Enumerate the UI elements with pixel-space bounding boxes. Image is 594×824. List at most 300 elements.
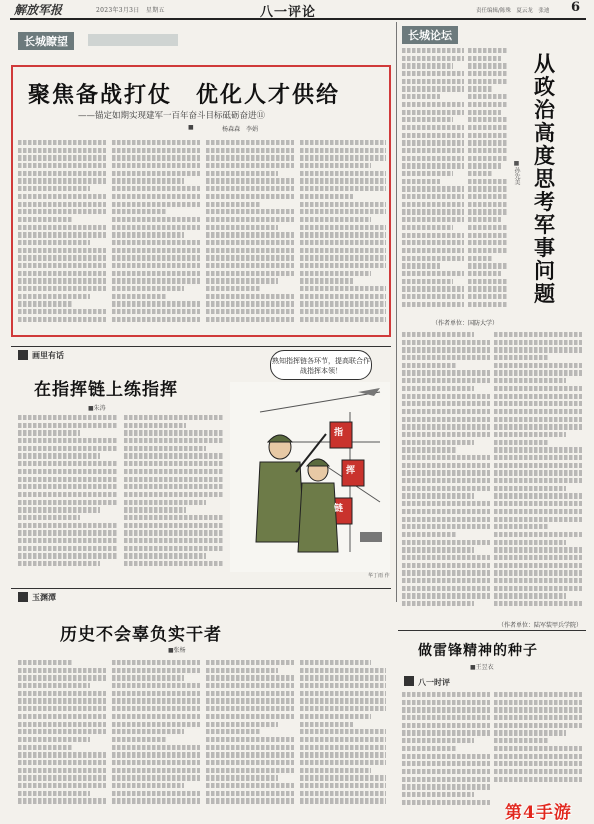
illus-char-3: 链: [334, 504, 344, 514]
text-line: [494, 501, 582, 506]
text-line: [206, 714, 294, 719]
text-line: [300, 791, 386, 796]
text-line: [206, 225, 278, 230]
text-line: [18, 523, 118, 528]
text-line: [468, 133, 508, 138]
text-line: [206, 148, 294, 153]
text-line: [300, 248, 386, 253]
text-line: [468, 271, 501, 276]
text-line: [18, 492, 118, 497]
text-line: [402, 94, 440, 99]
text-line: [112, 729, 184, 734]
text-line: [402, 256, 464, 261]
text-line: [402, 133, 464, 138]
featured-byline: 杨森森 李娟: [222, 126, 259, 133]
text-line: [300, 209, 386, 214]
text-line: [494, 493, 582, 498]
text-line: [300, 202, 386, 207]
text-line: [18, 791, 90, 796]
text-line: [124, 515, 224, 520]
text-line: [402, 692, 490, 697]
text-line: [124, 530, 224, 535]
essay-headline: 历史不会辜负实干者: [60, 625, 222, 645]
text-line: [124, 523, 224, 528]
text-line: [112, 163, 200, 168]
text-line: [494, 517, 582, 522]
text-line: [112, 760, 200, 765]
text-line: [206, 286, 261, 291]
text-line: [494, 509, 582, 514]
text-line: [112, 148, 200, 153]
text-line: [402, 470, 490, 475]
text-line: [468, 179, 508, 184]
text-line: [206, 232, 294, 237]
essay-body-col-3: [206, 660, 294, 810]
text-line: [402, 593, 490, 598]
text-line: [206, 163, 294, 168]
text-line: [300, 148, 386, 153]
text-line: [468, 209, 508, 214]
text-line: [124, 415, 224, 420]
text-line: [402, 240, 464, 245]
text-line: [402, 524, 490, 529]
text-line: [402, 707, 490, 712]
text-line: [300, 155, 386, 160]
text-line: [402, 370, 490, 375]
text-line: [468, 194, 508, 199]
featured-body-col-1: [18, 140, 106, 330]
text-line: [468, 263, 508, 268]
text-line: [494, 761, 582, 766]
text-line: [494, 700, 582, 705]
text-line: [402, 540, 490, 545]
text-line: [402, 140, 464, 145]
text-line: [124, 546, 224, 551]
cartoon-body-col-1: [18, 415, 118, 573]
text-line: [206, 155, 294, 160]
text-line: [300, 294, 386, 299]
text-line: [402, 517, 490, 522]
speech-bubble: 熟知指挥链各环节，提高联合作战指挥本领！: [270, 350, 372, 380]
text-line: [112, 722, 200, 727]
essay-body-col-4: [300, 660, 386, 810]
text-line: [18, 178, 106, 183]
text-line: [112, 171, 200, 176]
text-line: [206, 729, 261, 734]
text-line: [468, 233, 508, 238]
text-line: [206, 768, 294, 773]
editors-credit: 责任编辑/陈殊 夏云龙 张迪: [476, 8, 550, 14]
text-line: [112, 706, 200, 711]
text-line: [206, 294, 294, 299]
text-line: [18, 737, 90, 742]
text-line: [18, 469, 118, 474]
text-line: [124, 430, 224, 435]
text-line: [300, 194, 353, 199]
text-line: [18, 309, 106, 314]
text-line: [206, 278, 278, 283]
text-line: [300, 301, 386, 306]
text-line: [402, 48, 464, 53]
text-line: [300, 706, 386, 711]
text-line: [402, 777, 490, 782]
text-line: [206, 271, 294, 276]
text-line: [300, 675, 386, 680]
commentary-title: 从政治高度思考军事问题: [534, 51, 555, 306]
text-line: [112, 194, 200, 199]
text-line: [300, 768, 371, 773]
text-line: [300, 140, 386, 145]
text-line: [494, 563, 582, 568]
commentary2-body-col-1: [402, 692, 490, 814]
text-line: [18, 225, 106, 230]
text-line: [18, 530, 118, 535]
text-line: [468, 171, 493, 176]
text-line: [402, 800, 490, 805]
text-line: [402, 225, 453, 230]
text-line: [206, 317, 294, 322]
text-line: [206, 706, 294, 711]
text-line: [468, 202, 508, 207]
text-line: [402, 363, 457, 368]
text-line: [402, 294, 464, 299]
text-line: [112, 178, 184, 183]
illustration-credit: 华丁雨 作: [368, 573, 390, 579]
text-line: [494, 777, 582, 782]
text-line: [468, 63, 508, 68]
text-line: [468, 86, 493, 91]
text-line: [468, 279, 508, 284]
text-line: [402, 186, 464, 191]
text-line: [402, 355, 490, 360]
text-line: [494, 478, 582, 483]
text-line: [402, 332, 474, 337]
text-line: [18, 729, 106, 734]
text-line: [124, 561, 224, 566]
text-line: [402, 563, 490, 568]
commentary-body-col-2: [468, 48, 508, 310]
text-line: [494, 769, 582, 774]
text-line: [402, 217, 464, 222]
text-line: [300, 737, 386, 742]
text-line: [300, 225, 386, 230]
featured-subhead: ——锚定如期实现建军一百年奋斗目标砥砺奋进⑪: [78, 111, 266, 121]
text-line: [402, 455, 490, 460]
text-line: [402, 340, 490, 345]
text-line: [124, 423, 186, 428]
text-line: [206, 301, 294, 306]
newspaper-logo: 解放军报: [14, 3, 63, 17]
text-line: [18, 668, 106, 673]
text-line: [112, 202, 200, 207]
text-line: [18, 140, 106, 145]
text-line: [494, 440, 549, 445]
essay-author: ■张杨: [168, 647, 186, 654]
text-line: [18, 240, 90, 245]
text-line: [18, 752, 106, 757]
commentary2-body-col-2: [494, 692, 582, 792]
featured-body-col-2: [112, 140, 200, 330]
text-line: [124, 461, 224, 466]
text-line: [494, 378, 566, 383]
text-line: [18, 255, 106, 260]
text-line: [18, 194, 106, 199]
text-line: [494, 424, 582, 429]
text-line: [402, 378, 490, 383]
text-line: [468, 117, 508, 122]
text-line: [494, 401, 582, 406]
text-line: [402, 440, 474, 445]
page-number: 6: [571, 0, 581, 15]
text-line: [402, 578, 490, 583]
text-line: [494, 746, 582, 751]
text-line: [300, 798, 386, 803]
text-line: [18, 714, 106, 719]
text-line: [494, 532, 582, 537]
text-line: [124, 438, 224, 443]
text-line: [402, 738, 474, 743]
text-line: [494, 730, 566, 735]
text-line: [124, 500, 206, 505]
text-line: [206, 171, 278, 176]
text-line: [124, 477, 224, 482]
text-line: [402, 71, 464, 76]
text-line: [402, 163, 464, 168]
text-line: [112, 286, 184, 291]
text-line: [112, 791, 200, 796]
section-divider-2: [11, 588, 391, 589]
text-line: [300, 278, 353, 283]
text-line: [494, 486, 566, 491]
text-line: [112, 798, 200, 803]
text-line: [18, 500, 118, 505]
text-line: [468, 79, 508, 84]
text-line: [112, 186, 200, 191]
commentary-body-col-1: [402, 48, 464, 310]
featured-body-col-4: [300, 140, 386, 330]
text-line: [468, 156, 508, 161]
text-line: [300, 668, 386, 673]
text-line: [206, 760, 294, 765]
text-line: [300, 729, 386, 734]
text-line: [124, 492, 224, 497]
essay-body-col-1: [18, 660, 106, 810]
text-line: [402, 110, 464, 115]
text-line: [300, 163, 371, 168]
text-line: [300, 683, 386, 688]
text-line: [18, 415, 118, 420]
text-line: [112, 248, 200, 253]
text-line: [112, 217, 200, 222]
text-line: [468, 140, 508, 145]
text-line: [112, 660, 200, 665]
text-line: [18, 461, 118, 466]
text-line: [402, 279, 453, 284]
text-line: [206, 775, 278, 780]
text-line: [300, 263, 386, 268]
text-line: [494, 601, 582, 606]
text-line: [468, 286, 508, 291]
commentary-body-col-3: [402, 332, 490, 614]
text-line: [206, 255, 294, 260]
text-line: [402, 125, 464, 130]
text-line: [402, 156, 464, 161]
text-line: [468, 48, 508, 53]
text-line: [206, 186, 294, 191]
text-line: [112, 714, 200, 719]
text-line: [18, 783, 106, 788]
text-line: [402, 601, 474, 606]
column-divider: [396, 22, 397, 602]
text-line: [494, 524, 549, 529]
text-line: [402, 509, 490, 514]
text-line: [124, 453, 224, 458]
text-line: [206, 202, 261, 207]
text-line: [468, 248, 508, 253]
text-line: [18, 186, 90, 191]
text-line: [402, 179, 440, 184]
text-line: [124, 507, 186, 512]
text-line: [18, 271, 106, 276]
text-line: [206, 737, 294, 742]
text-line: [18, 507, 100, 512]
text-line: [18, 775, 106, 780]
text-line: [402, 86, 464, 91]
text-line: [206, 194, 294, 199]
text-line: [206, 217, 294, 222]
column-label-yuyuantan: 玉渊潭: [32, 592, 56, 602]
column-label-changcheng-liaowang: 长城瞭望: [18, 32, 74, 50]
text-line: [300, 286, 386, 291]
text-line: [402, 194, 464, 199]
text-line: [18, 660, 73, 665]
text-line: [112, 668, 200, 673]
bullet-square-icon-2: [18, 592, 28, 602]
text-line: [18, 691, 106, 696]
text-line: [300, 752, 386, 757]
text-line: [494, 409, 582, 414]
text-line: [468, 102, 508, 107]
text-line: [18, 561, 100, 566]
text-line: [300, 255, 386, 260]
text-line: [206, 698, 294, 703]
column-label-huali-youhua: 画里有话: [32, 350, 64, 360]
text-line: [402, 715, 490, 720]
cartoon-illustration: [230, 352, 390, 572]
text-line: [494, 586, 582, 591]
text-line: [402, 547, 474, 552]
issue-date: 2023年3月3日 星期五: [96, 7, 165, 14]
featured-headline: 聚焦备战打仗 优化人才供给: [28, 82, 341, 108]
text-line: [18, 798, 106, 803]
text-line: [494, 738, 549, 743]
text-line: [300, 171, 386, 176]
text-line: [300, 722, 353, 727]
text-line: [112, 278, 200, 283]
text-line: [300, 745, 386, 750]
text-line: [18, 263, 106, 268]
text-line: [300, 714, 371, 719]
text-line: [402, 723, 490, 728]
text-line: [112, 775, 200, 780]
text-line: [124, 469, 224, 474]
text-line: [18, 248, 106, 253]
text-line: [124, 484, 224, 489]
text-line: [18, 538, 118, 543]
masthead: [10, 0, 586, 20]
text-line: [300, 317, 386, 322]
text-line: [300, 309, 386, 314]
text-line: [112, 698, 200, 703]
text-line: [112, 675, 184, 680]
commentary-author: ■孙先美: [513, 160, 520, 185]
text-line: [468, 256, 493, 261]
column-label-bar: [88, 34, 178, 46]
text-line: [494, 394, 582, 399]
commentary-source-note: （作者单位：国防大学）: [432, 320, 499, 327]
text-line: [468, 125, 508, 130]
essay-body-col-2: [112, 660, 200, 810]
text-line: [494, 370, 582, 375]
text-line: [402, 394, 490, 399]
text-line: [494, 570, 582, 575]
text-line: [300, 783, 386, 788]
text-line: [112, 294, 167, 299]
text-line: [402, 700, 490, 705]
text-line: [18, 683, 90, 688]
text-line: [402, 63, 453, 68]
text-line: [402, 754, 490, 759]
text-line: [300, 186, 386, 191]
text-line: [18, 477, 118, 482]
text-line: [206, 691, 294, 696]
section-title: 八一评论: [260, 5, 317, 20]
text-line: [112, 263, 200, 268]
commentary-body-col-4: [494, 332, 582, 614]
text-line: [18, 317, 106, 322]
text-line: [494, 707, 582, 712]
text-line: [402, 570, 490, 575]
text-line: [494, 723, 582, 728]
text-line: [300, 178, 386, 183]
site-watermark: 第4手游: [505, 803, 572, 823]
text-line: [18, 163, 106, 168]
text-line: [18, 209, 106, 214]
text-line: [18, 760, 106, 765]
text-line: [206, 309, 294, 314]
text-line: [112, 691, 200, 696]
text-line: [18, 515, 80, 520]
text-line: [18, 217, 73, 222]
text-line: [18, 706, 106, 711]
text-line: [402, 746, 457, 751]
text-line: [206, 209, 294, 214]
text-line: [124, 446, 206, 451]
text-line: [18, 171, 106, 176]
text-line: [112, 301, 200, 306]
text-line: [112, 271, 200, 276]
text-line: [206, 791, 294, 796]
text-line: [402, 286, 464, 291]
text-line: [112, 745, 200, 750]
text-line: [112, 140, 200, 145]
text-line: [112, 317, 200, 322]
text-line: [402, 586, 490, 591]
text-line: [112, 768, 200, 773]
text-line: [206, 140, 294, 145]
text-line: [402, 117, 453, 122]
text-line: [468, 186, 508, 191]
